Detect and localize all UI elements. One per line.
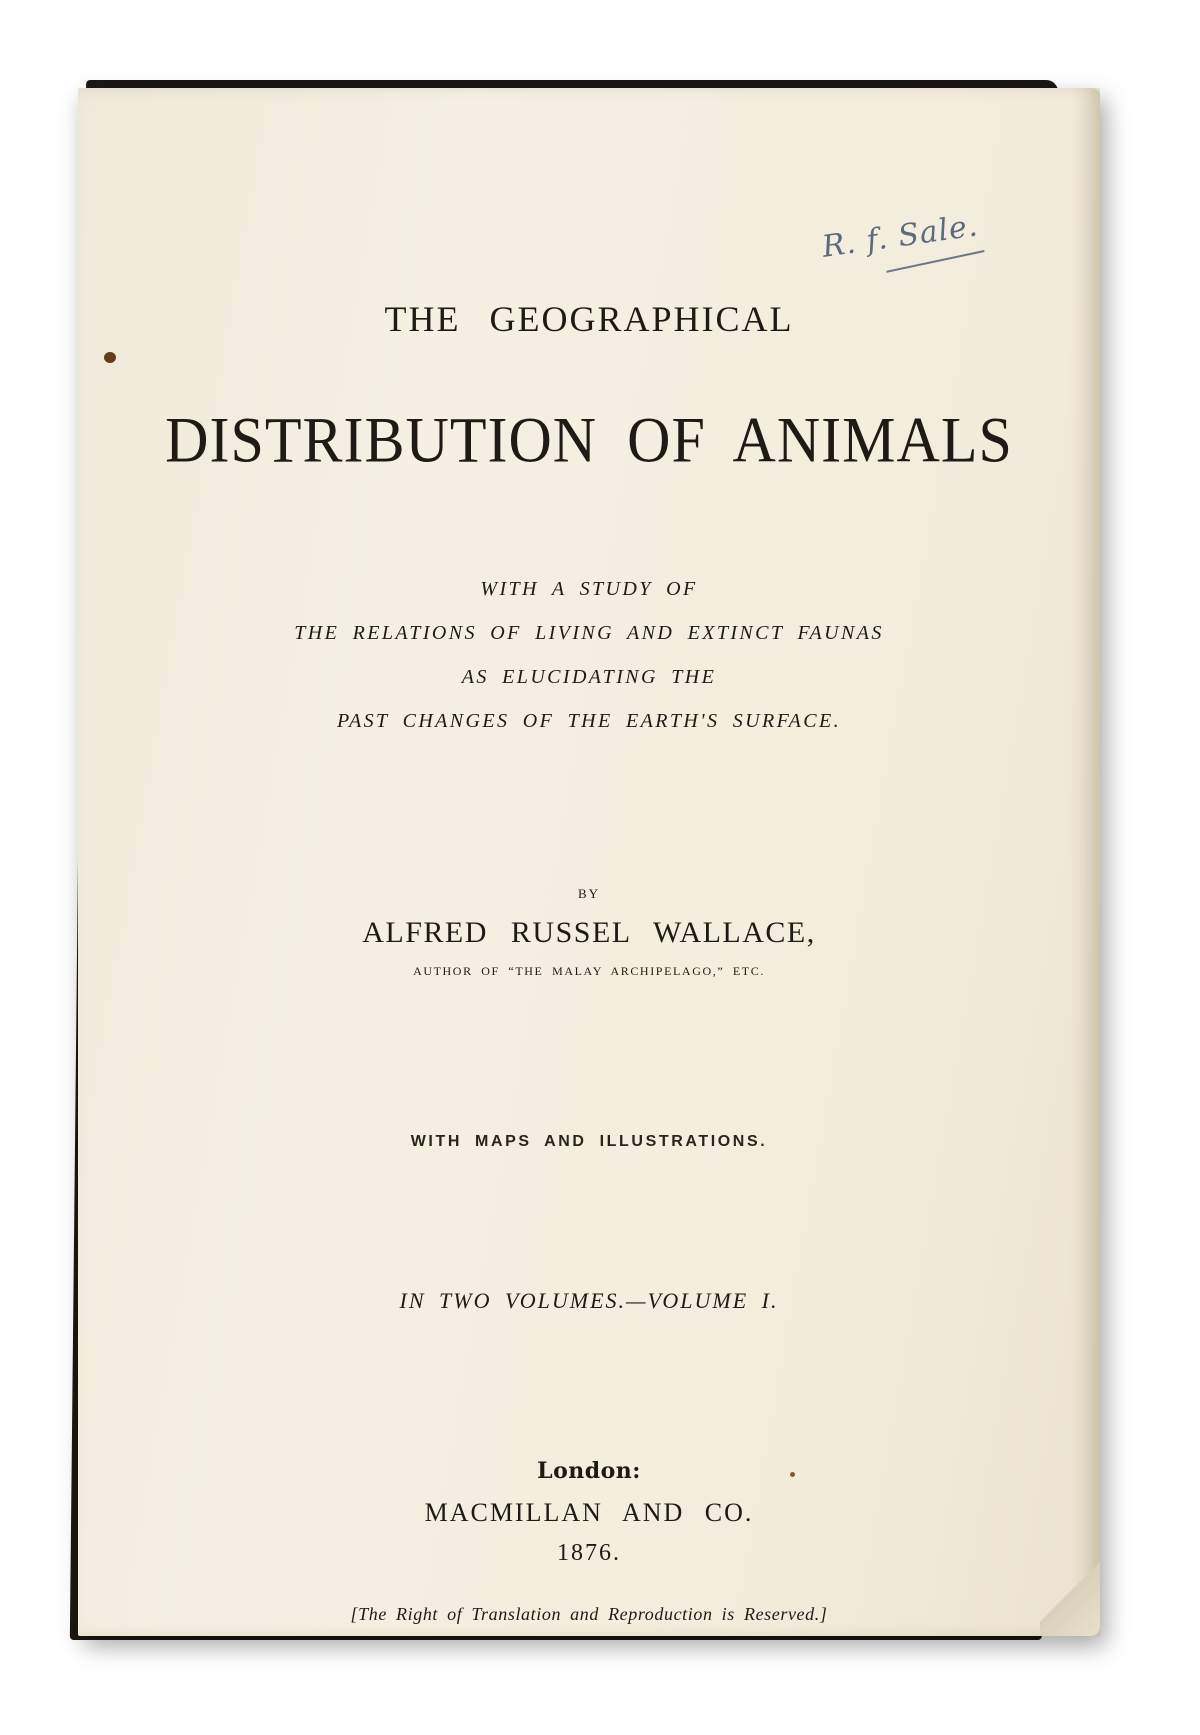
subtitle-line: AS ELUCIDATING THE	[461, 666, 717, 688]
publication-year: 1876.	[557, 1540, 621, 1566]
subtitle-line: WITH A STUDY OF	[480, 578, 698, 600]
title-line-1: THE GEOGRAPHICAL	[384, 299, 794, 339]
title-line-2: DISTRIBUTION OF ANIMALS	[165, 404, 1013, 476]
illustrations-note: WITH MAPS AND ILLUSTRATIONS.	[410, 1133, 768, 1150]
volumes-note: IN TWO VOLUMES.—VOLUME I.	[399, 1288, 779, 1313]
signature-text: R. f. Sale.	[819, 208, 981, 265]
subtitle-line: THE RELATIONS OF LIVING AND EXTINCT FAUNAS	[294, 622, 884, 644]
author-name: ALFRED RUSSEL WALLACE,	[362, 916, 816, 949]
publisher-name: MACMILLAN AND CO.	[424, 1498, 754, 1527]
title-page	[78, 88, 1100, 1636]
publication-place: London:	[537, 1458, 641, 1484]
rights-notice: [The Right of Translation and Reproduction is Reserved.]	[350, 1604, 828, 1624]
handwritten-signature	[820, 207, 998, 300]
by-label: BY	[577, 886, 601, 901]
foxing-spot	[104, 352, 116, 363]
author-note: AUTHOR OF “THE MALAY ARCHIPELAGO,” ETC.	[413, 964, 765, 978]
subtitle-line: PAST CHANGES OF THE EARTH'S SURFACE.	[336, 710, 842, 732]
